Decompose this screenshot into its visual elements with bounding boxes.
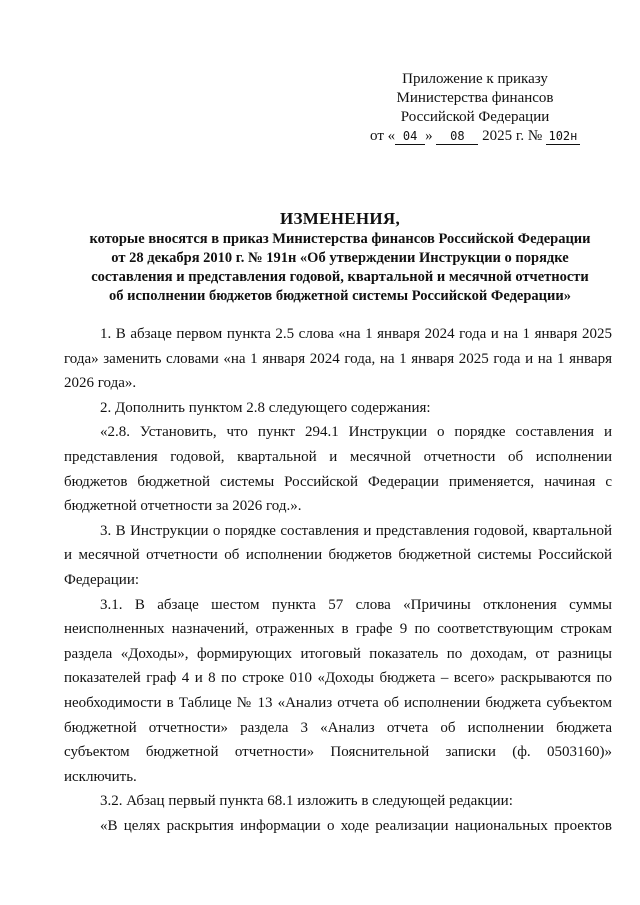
appendix-line-3: Российской Федерации [400,109,550,125]
paragraph-3-1: 3.1. В абзаце шестом пункта 57 слова «Причины отклонения суммы неисполненных назначений, отраженных в графе 9 по соответствующим строкам раздела «Доходы», формирующих итоговый показатель по доходам, от разницы показателей граф 4 и 8 по строке 010 «Доходы бюджета – всего» раскрываются по необходимости в Таблице № 13 «Анализ отчета об исполнении бюджета субъектом бюджетной отчетности» раздела 3 «Анализ отчета об исполнении бюджета субъектом бюджетной отчетности» Пояснительной записки (ф. 0503160)» исключить. [64,596,612,785]
date-day-field: 04 [395,129,425,145]
paragraph-3-2: 3.2. Абзац первый пункта 68.1 изложить в следующей редакции: [100,793,513,810]
subtitle-line: от 28 декабря 2010 г. № 191н «Об утверждении Инструкции о порядке [111,250,569,266]
paragraph-2-quote: «2.8. Установить, что пункт 294.1 Инструкции о порядке составления и представления годовой, квартальной и месячной отчетности об исполнении бюджетов бюджетной системы Российской Федерации применяется, начиная с бюджетной отчетности за 2026 год.». [64,424,612,515]
order-number-field: 102н [546,129,580,145]
document-title: ИЗМЕНЕНИЯ, [279,209,401,228]
appendix-block [345,70,605,146]
document-body [64,322,612,838]
paragraph-1: 1. В абзаце первом пункта 2.5 слова «на 1 января 2024 года и на 1 января 2025 года» заменить словами «на 1 января 2024 года, на 1 января 2025 года и на 1 января 2026 года». [64,326,612,392]
appendix-line-1: Приложение к приказу [402,71,548,87]
date-month-field: 08 [436,129,478,145]
subtitle-line: об исполнении бюджетов бюджетной системы Российской Федерации» [109,288,571,304]
paragraph-3-2-quote: «В целях раскрытия информации о ходе реализации национальных проектов [100,817,612,834]
appendix-date-line [345,127,605,146]
subtitle-line: которые вносятся в приказ Министерства финансов Российской Федерации [89,231,591,247]
date-mid: » [425,128,433,144]
document-subtitle [60,230,620,306]
subtitle-line: составления и представления годовой, квартальной и месячной отчетности [91,269,589,285]
document-heading [60,208,620,306]
date-prefix: от « [370,128,396,144]
paragraph-3: 3. В Инструкции о порядке составления и представления годовой, квартальной и месячной отчетности об исполнении бюджетов бюджетной системы Российской Федерации: [64,522,612,588]
appendix-line-2: Министерства финансов [396,90,554,106]
paragraph-2: 2. Дополнить пунктом 2.8 следующего содержания: [100,399,431,416]
date-year: 2025 г. № [482,128,543,144]
